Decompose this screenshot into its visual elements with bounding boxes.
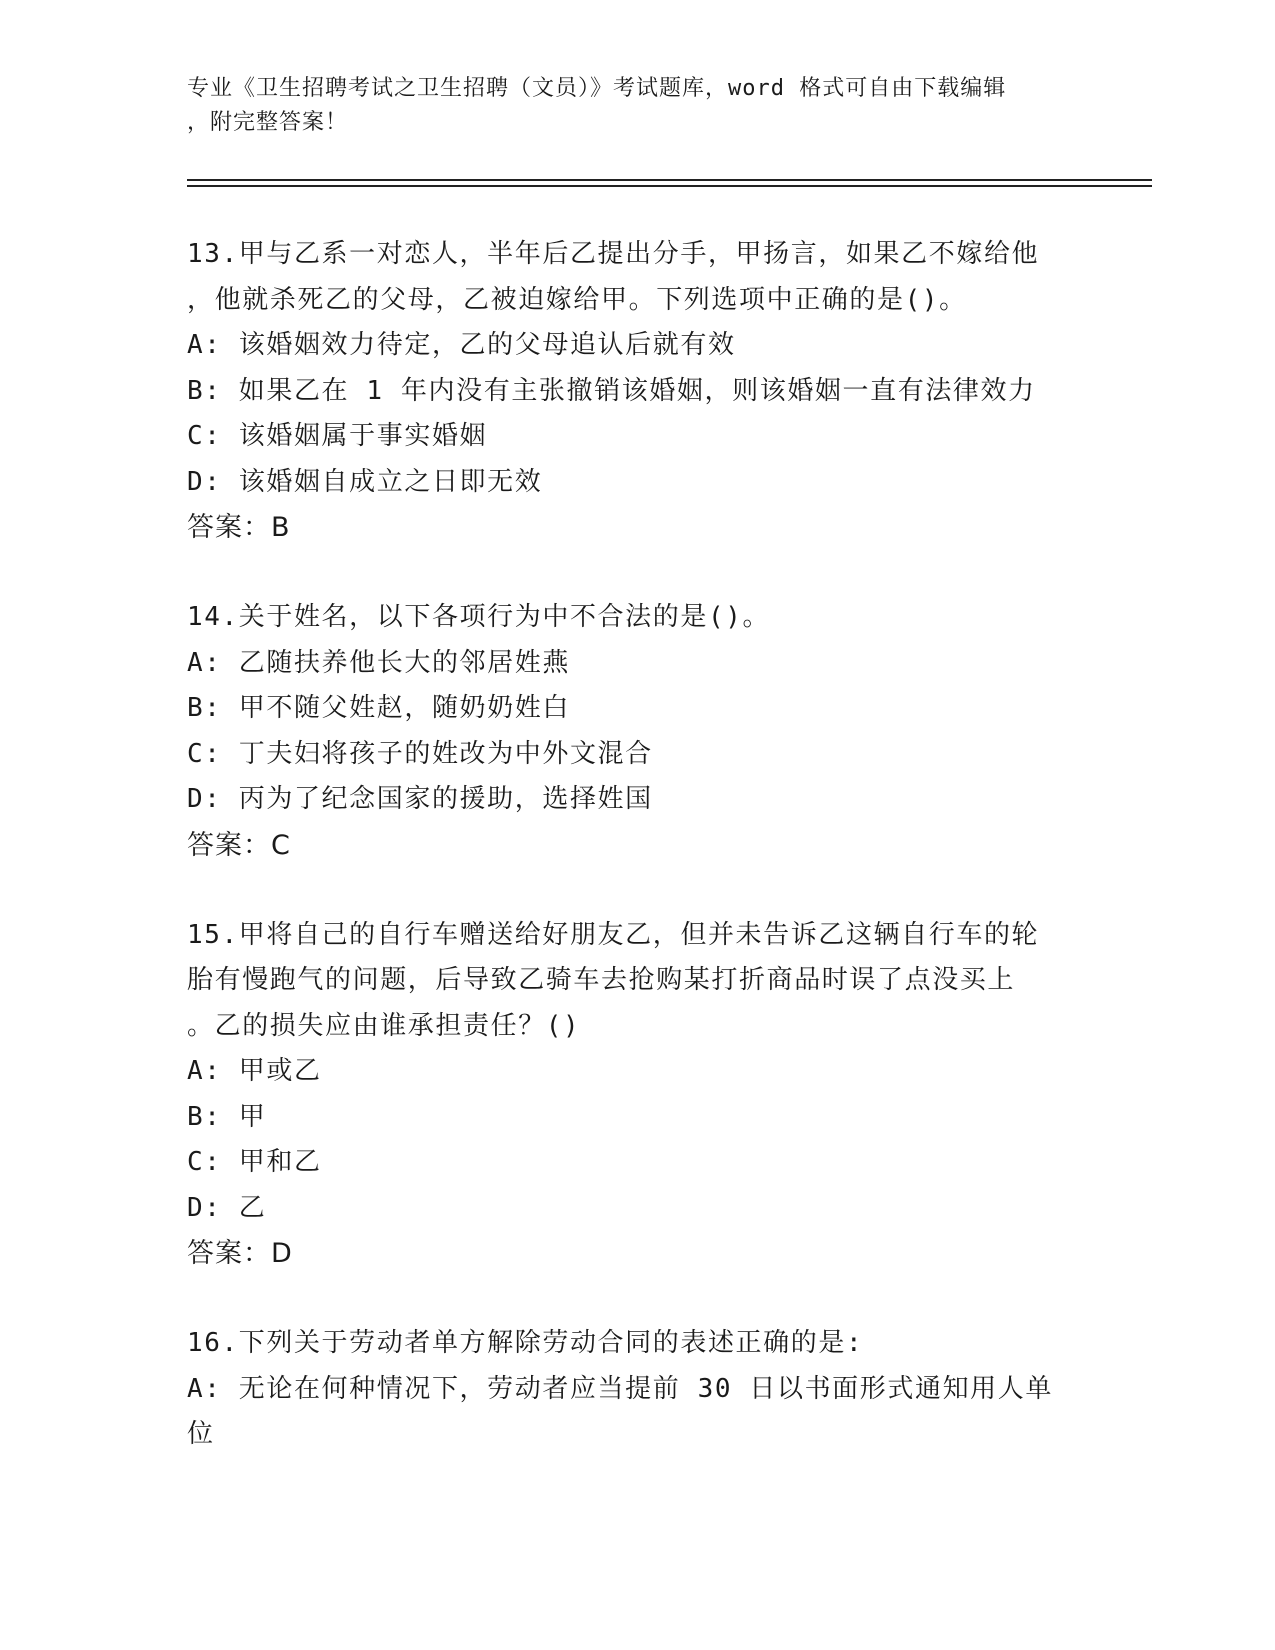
- option-b: B: 甲: [187, 1101, 267, 1132]
- question-16: [187, 1321, 1087, 1458]
- header-line-1: 专业《卫生招聘考试之卫生招聘（文员）》考试题库，word 格式可自由下载编辑: [187, 76, 1007, 101]
- question-stem-line: ，他就杀死乙的父母，乙被迫嫁给甲。下列选项中正确的是()。: [187, 284, 967, 315]
- option-b: B: 甲不随父姓赵，随奶奶姓白: [187, 693, 570, 723]
- answer-label: 答案：C: [187, 829, 291, 861]
- answer-label: 答案：D: [187, 1238, 293, 1269]
- question-stem-line: 13.甲与乙系一对恋人，半年后乙提出分手，甲扬言，如果乙不嫁给他: [187, 239, 1040, 269]
- document-header: [187, 72, 1067, 140]
- question-stem-line: 14.关于姓名，以下各项行为中不合法的是()。: [187, 602, 771, 632]
- option-c: C: 甲和乙: [187, 1147, 322, 1177]
- question-list: [187, 232, 1087, 1502]
- option-a: A: 该婚姻效力待定，乙的父母追认后就有效: [187, 330, 736, 360]
- question-13: [187, 232, 1087, 551]
- question-stem-line: 胎有慢跑气的问题，后导致乙骑车去抢购某打折商品时误了点没买上: [187, 965, 1016, 995]
- option-d: D: 乙: [187, 1192, 267, 1223]
- option-c: C: 该婚姻属于事实婚姻: [187, 421, 488, 451]
- option-a-continued: 位: [187, 1419, 215, 1449]
- option-a: A: 乙随扶养他长大的邻居姓燕: [187, 647, 570, 678]
- header-line-2: ，附完整答案！: [187, 110, 349, 135]
- header-rule-top: [187, 179, 1152, 181]
- answer-label: 答案：B: [187, 512, 291, 543]
- question-stem-line: 16.下列关于劳动者单方解除劳动合同的表述正确的是:: [187, 1328, 864, 1358]
- question-14: [187, 595, 1087, 869]
- question-15: [187, 913, 1087, 1278]
- question-stem-line: 15.甲将自己的自行车赠送给好朋友乙，但并未告诉乙这辆自行车的轮: [187, 919, 1040, 950]
- question-stem-line: 。乙的损失应由谁承担责任？(): [187, 1010, 581, 1041]
- option-a: A: 无论在何种情况下，劳动者应当提前 30 日以书面形式通知用人单: [187, 1373, 1053, 1404]
- option-d: D: 丙为了纪念国家的援助，选择姓国: [187, 784, 653, 814]
- option-c: C: 丁夫妇将孩子的姓改为中外文混合: [187, 738, 653, 769]
- header-rule-bottom: [187, 185, 1152, 187]
- option-a: A: 甲或乙: [187, 1056, 322, 1086]
- option-b: B: 如果乙在 1 年内没有主张撤销该婚姻，则该婚姻一直有法律效力: [187, 375, 1036, 406]
- option-d: D: 该婚姻自成立之日即无效: [187, 466, 543, 497]
